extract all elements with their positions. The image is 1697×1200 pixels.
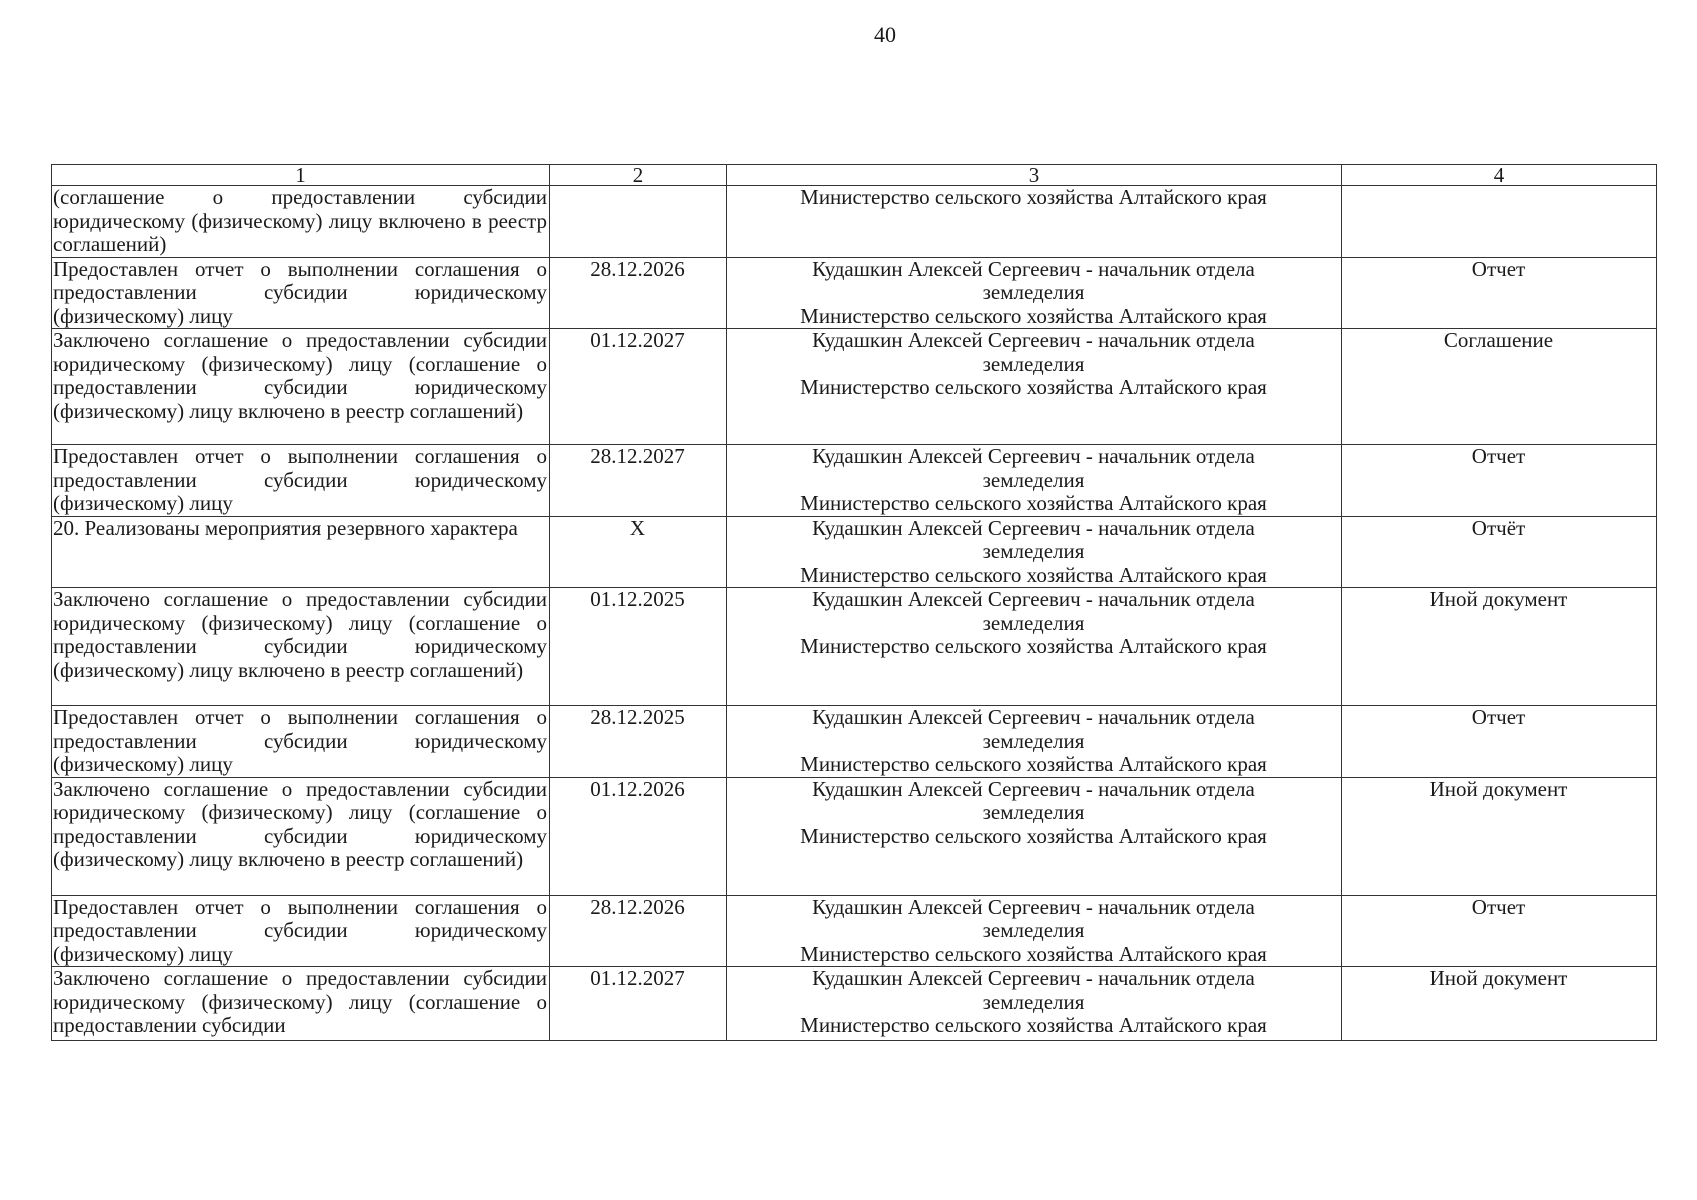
event-date: 28.12.2025 (550, 706, 727, 778)
responsible-person (727, 257, 1342, 329)
responsible-line: земледелия (982, 467, 1085, 492)
event-date: 28.12.2027 (550, 445, 727, 517)
table-row (52, 706, 1657, 778)
event-date: X (550, 516, 727, 588)
document-type (1342, 186, 1657, 258)
table-row (52, 588, 1657, 706)
event-description: 20. Реализованы мероприятия резервного характера (52, 516, 550, 588)
responsible-line: земледелия (982, 800, 1085, 824)
event-date: 28.12.2026 (550, 895, 727, 967)
document-type: Соглашение (1342, 329, 1657, 445)
event-description: Предоставлен отчет о выполнении соглашения о предоставлении субсидии юридическому (физическому) лицу (52, 706, 550, 778)
responsible-line: Кудашкин Алексей Сергеевич - начальник отдела (812, 328, 1255, 352)
responsible-person (727, 588, 1342, 706)
responsible-line: земледелия (982, 351, 1085, 376)
event-date: 01.12.2025 (550, 588, 727, 706)
document-type: Отчет (1342, 895, 1657, 967)
responsible-line: Министерство сельского хозяйства Алтайского края (800, 941, 1267, 966)
document-type: Отчет (1342, 257, 1657, 329)
responsible-line: Министерство сельского хозяйства Алтайского края (800, 752, 1267, 776)
table-header-row (52, 165, 1657, 186)
responsible-person (727, 516, 1342, 588)
event-description: Заключено соглашение о предоставлении субсидии юридическому (физическому) лицу (соглашение о предоставлении субсидии юридическому (физическому) лицу включено в реестр соглашений) (52, 329, 550, 445)
event-description: Предоставлен отчет о выполнении соглашения о предоставлении субсидии юридическому (физическому) лицу (52, 895, 550, 967)
responsible-line: Министерство сельского хозяйства Алтайского края (800, 375, 1267, 399)
event-description: Заключено соглашение о предоставлении субсидии юридическому (физическому) лицу (соглашение о предоставлении субсидии (52, 967, 550, 1041)
event-description: Заключено соглашение о предоставлении субсидии юридическому (физическому) лицу (соглашение о предоставлении субсидии юридическому (физическому) лицу включено в реестр соглашений) (52, 588, 550, 706)
responsible-line: Кудашкин Алексей Сергеевич - начальник отдела (812, 705, 1255, 729)
event-description: Предоставлен отчет о выполнении соглашения о предоставлении субсидии юридическому (физическому) лицу (52, 257, 550, 329)
responsible-person (727, 329, 1342, 445)
responsible-person (727, 706, 1342, 778)
responsible-line: Министерство сельского хозяйства Алтайского края (800, 185, 1267, 209)
responsible-person (727, 445, 1342, 517)
event-date: 28.12.2026 (550, 257, 727, 329)
table-row (52, 777, 1657, 895)
column-header: 2 (550, 165, 727, 186)
table-row (52, 257, 1657, 329)
column-header: 1 (52, 165, 550, 186)
responsible-line: земледелия (982, 610, 1085, 635)
responsible-line: Министерство сельского хозяйства Алтайского края (800, 634, 1267, 658)
responsible-line: земледелия (982, 539, 1085, 563)
document-type: Иной документ (1342, 588, 1657, 706)
schedule-table (51, 164, 1657, 1041)
event-description: Заключено соглашение о предоставлении субсидии юридическому (физическому) лицу (соглашение о предоставлении субсидии юридическому (физическому) лицу включено в реестр соглашений) (52, 777, 550, 895)
responsible-line: Министерство сельского хозяйства Алтайского края (800, 562, 1267, 587)
responsible-line: Министерство сельского хозяйства Алтайского края (800, 491, 1267, 515)
responsible-person (727, 186, 1342, 258)
table-row (52, 895, 1657, 967)
table-body (52, 186, 1657, 1041)
responsible-line: Кудашкин Алексей Сергеевич - начальник отдела (812, 515, 1255, 540)
responsible-line: земледелия (982, 989, 1085, 1014)
table-row (52, 516, 1657, 588)
document-type: Иной документ (1342, 967, 1657, 1041)
event-date (550, 186, 727, 258)
event-description: Предоставлен отчет о выполнении соглашения о предоставлении субсидии юридическому (физическому) лицу (52, 445, 550, 517)
column-header: 4 (1342, 165, 1657, 186)
event-date: 01.12.2027 (550, 329, 727, 445)
column-header: 3 (727, 165, 1342, 186)
responsible-line: Министерство сельского хозяйства Алтайского края (800, 823, 1267, 848)
page-number: 40 (874, 22, 896, 47)
responsible-line: Министерство сельского хозяйства Алтайского края (800, 303, 1267, 328)
responsible-person (727, 777, 1342, 895)
table-row (52, 967, 1657, 1041)
responsible-person (727, 967, 1342, 1041)
table-row (52, 186, 1657, 258)
document-type: Иной документ (1342, 777, 1657, 895)
responsible-line: Министерство сельского хозяйства Алтайского края (800, 1013, 1267, 1037)
responsible-line: земледелия (982, 280, 1085, 304)
table-row (52, 445, 1657, 517)
event-date: 01.12.2027 (550, 967, 727, 1041)
responsible-line: Кудашкин Алексей Сергеевич - начальник отдела (812, 776, 1255, 801)
responsible-person (727, 895, 1342, 967)
responsible-line: Кудашкин Алексей Сергеевич - начальник отдела (812, 444, 1255, 468)
table-row (52, 329, 1657, 445)
responsible-line: земледелия (982, 728, 1085, 753)
document-type: Отчет (1342, 445, 1657, 517)
responsible-line: земледелия (982, 918, 1085, 942)
responsible-line: Кудашкин Алексей Сергеевич - начальник отдела (812, 966, 1255, 990)
responsible-line: Кудашкин Алексей Сергеевич - начальник отдела (812, 256, 1255, 281)
responsible-line: Кудашкин Алексей Сергеевич - начальник отдела (812, 894, 1255, 919)
responsible-line: Кудашкин Алексей Сергеевич - начальник отдела (812, 587, 1255, 611)
document-type: Отчёт (1342, 516, 1657, 588)
event-date: 01.12.2026 (550, 777, 727, 895)
document-type: Отчет (1342, 706, 1657, 778)
event-description: (соглашение о предоставлении субсидии юридическому (физическому) лицу включено в реестр соглашений) (52, 186, 550, 258)
